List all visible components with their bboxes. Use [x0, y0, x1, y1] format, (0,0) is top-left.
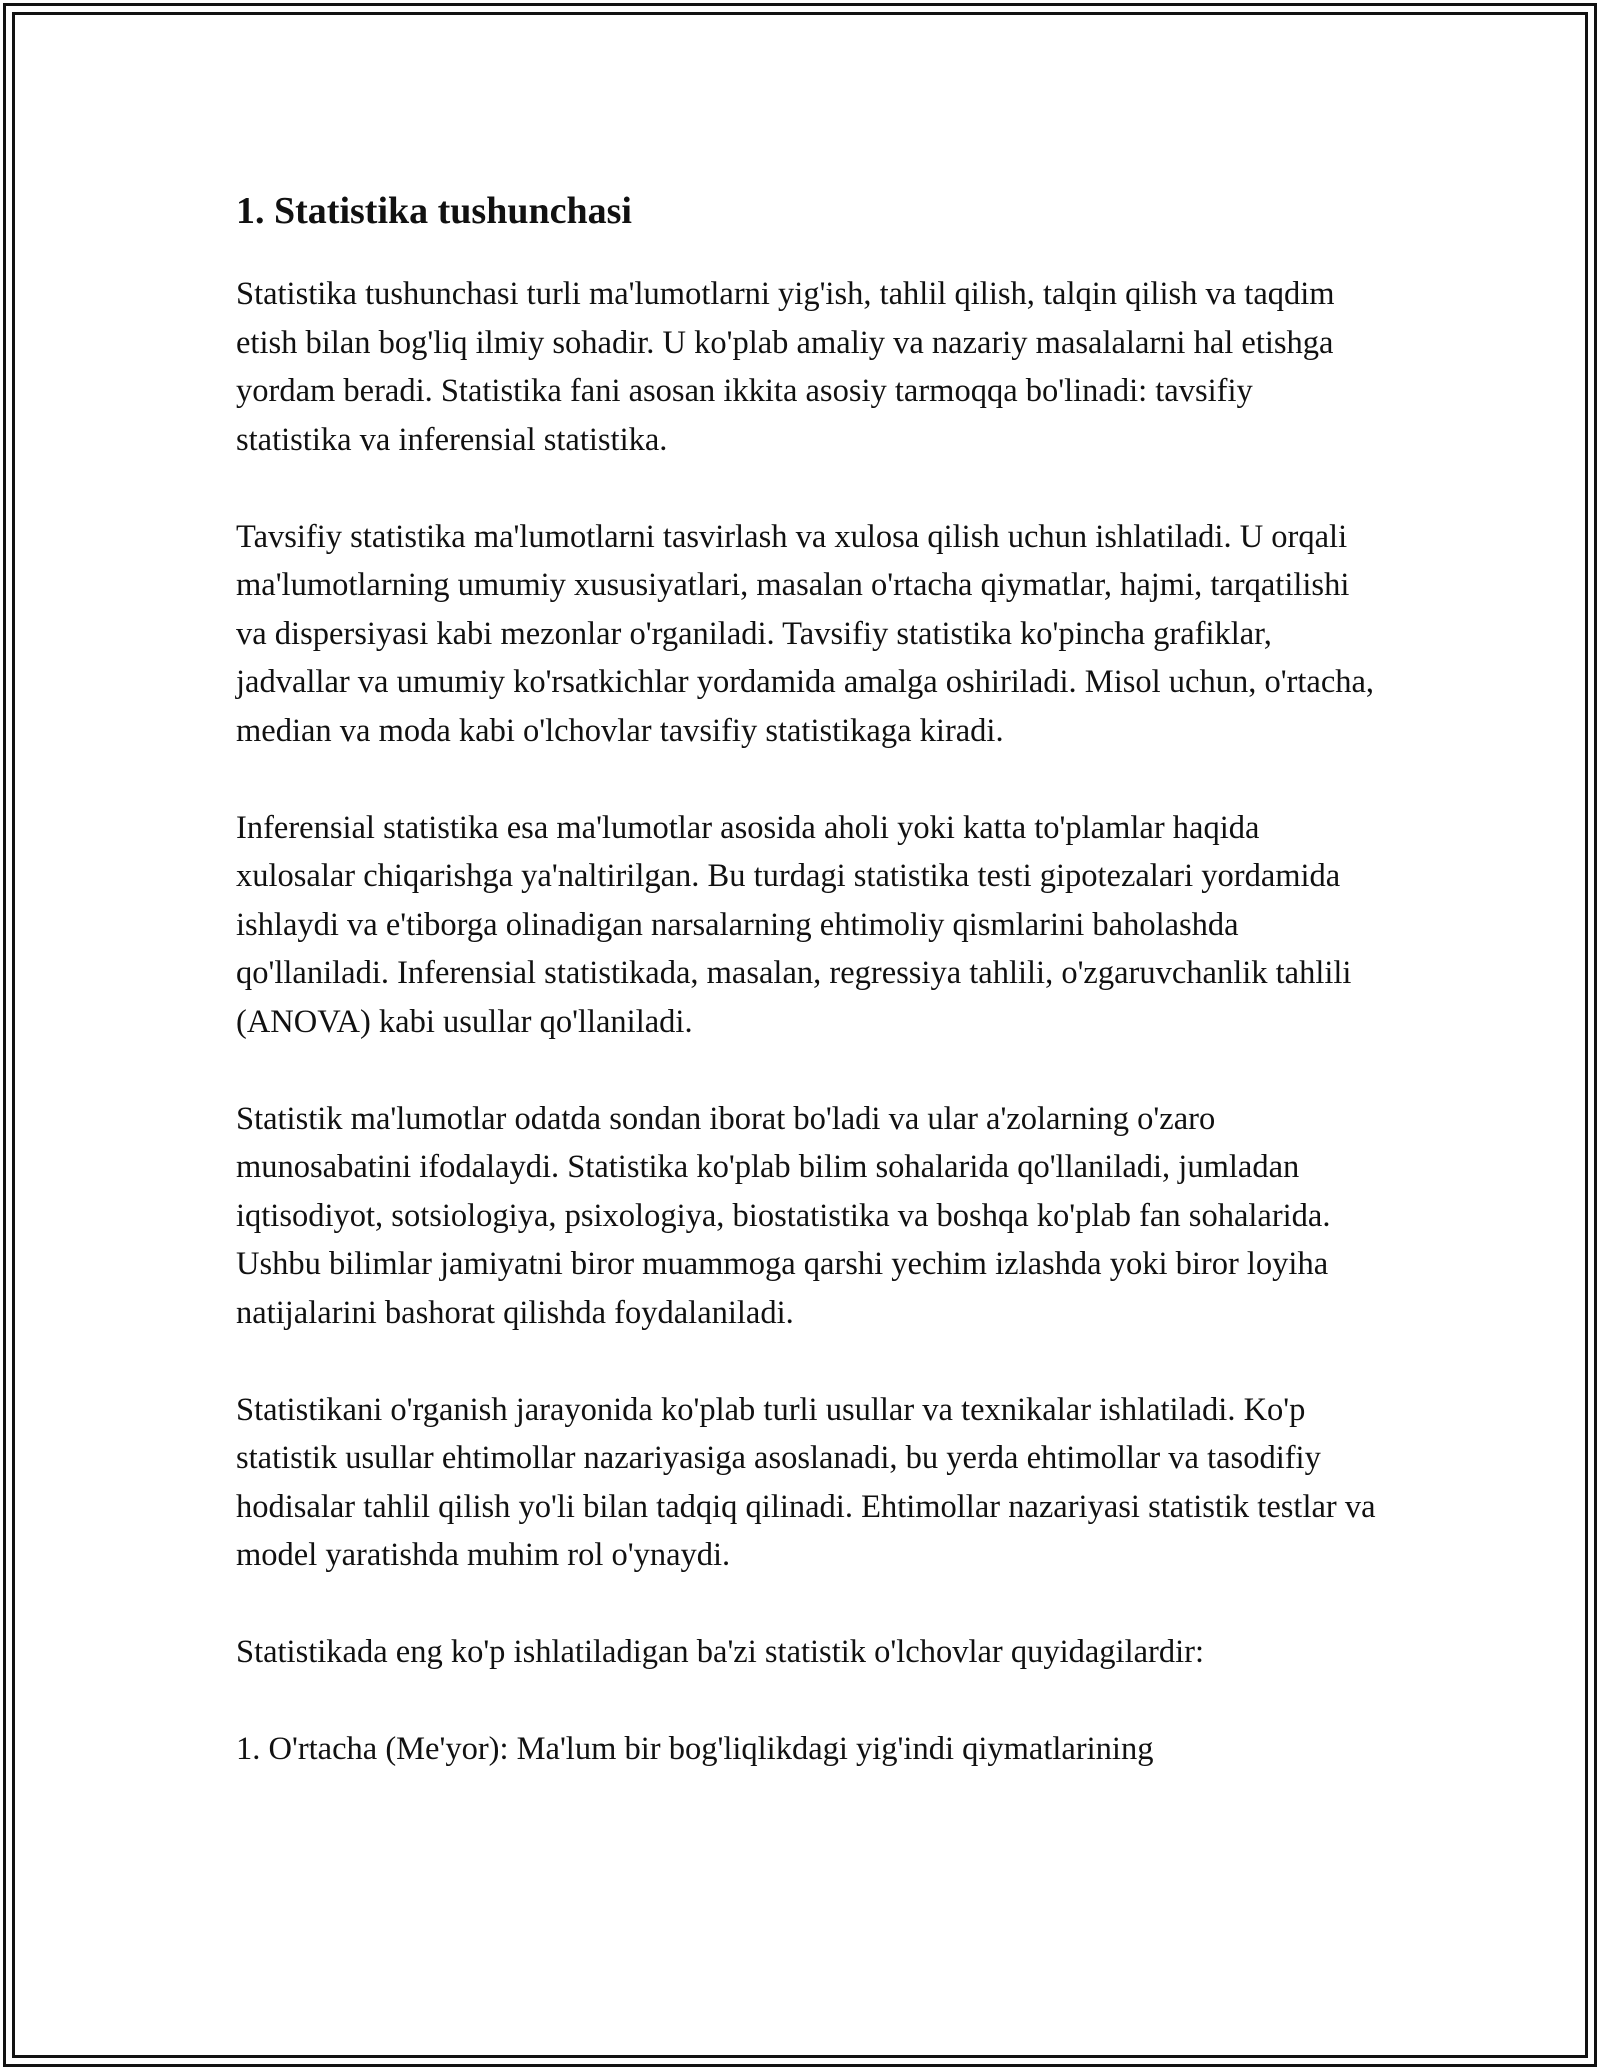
list-item-mean: 1. O'rtacha (Me'yor): Ma'lum bir bog'liqlikdagi yig'indi qiymatlarining — [236, 1731, 1154, 1767]
paragraph-descriptive-statistics: Tavsifiy statistika ma'lumotlarni tasvirlash va xulosa qilish uchun ishlatiladi. U orqali ma'lumotlarning umumiy xususiyatlari, masalan o'rtacha qiymatlar, hajmi, tarqatilishi va dispersiyasi kabi mezonlar o'rganiladi. Tavsifiy statistika ko'pincha grafiklar, jadvallar va umumiy ko'rsatkichlar yordamida amalga oshiriladi. Misol uchun, o'rtacha, median va moda kabi o'lchovlar tavsifiy statistikaga kiradi. — [236, 518, 1375, 749]
document-body — [236, 186, 1376, 1822]
paragraph-measures-intro: Statistikada eng ko'p ishlatiladigan ba'zi statistik o'lchovlar quyidagilardir: — [236, 1634, 1204, 1670]
paragraph-inferential-statistics: Inferensial statistika esa ma'lumotlar asosida aholi yoki katta to'plamlar haqida xulosalar chiqarishga ya'naltirilgan. Bu turdagi statistika testi gipotezalari yordamida ishlaydi va e'tiborga olinadigan narsalarning ehtimoliy qismlarini baholashda qo'llaniladi. Inferensial statistikada, masalan, regressiya tahlili, o'zgaruvchanlik tahlili (ANOVA) kabi usullar qo'llaniladi. — [236, 809, 1352, 1040]
paragraph-probability-theory: Statistikani o'rganish jarayonida ko'plab turli usullar va texnikalar ishlatiladi. Ko'p statistik usullar ehtimollar nazariyasiga asoslanadi, bu yerda ehtimollar va tasodifiy hodisalar tahlil qilish yo'li bilan tadqiq qilinadi. Ehtimollar nazariyasi statistik testlar va model yaratishda muhim rol o'ynaydi. — [236, 1391, 1376, 1573]
section-heading: 1. Statistika tushunchasi — [236, 190, 632, 232]
paragraph-statistics-definition: Statistika tushunchasi turli ma'lumotlarni yig'ish, tahlil qilish, talqin qilish va taqdim etish bilan bog'liq ilmiy sohadir. U ko'plab amaliy va nazariy masalalarni hal etishga yordam beradi. Statistika fani asosan ikkita asosiy tarmoqqa bo'linadi: tavsifiy statistika va inferensial statistika. — [236, 276, 1335, 458]
paragraph-statistical-data: Statistik ma'lumotlar odatda sondan iborat bo'ladi va ular a'zolarning o'zaro munosabatini ifodalaydi. Statistika ko'plab bilim sohalarida qo'llaniladi, jumladan iqtisodiyot, sotsiologiya, psixologiya, biostatistika va boshqa ko'plab fan sohalarida. Ushbu bilimlar jamiyatni biror muammoga qarshi yechim izlashda yoki biror loyiha natijalarini bashorat qilishda foydalaniladi. — [236, 1100, 1331, 1331]
